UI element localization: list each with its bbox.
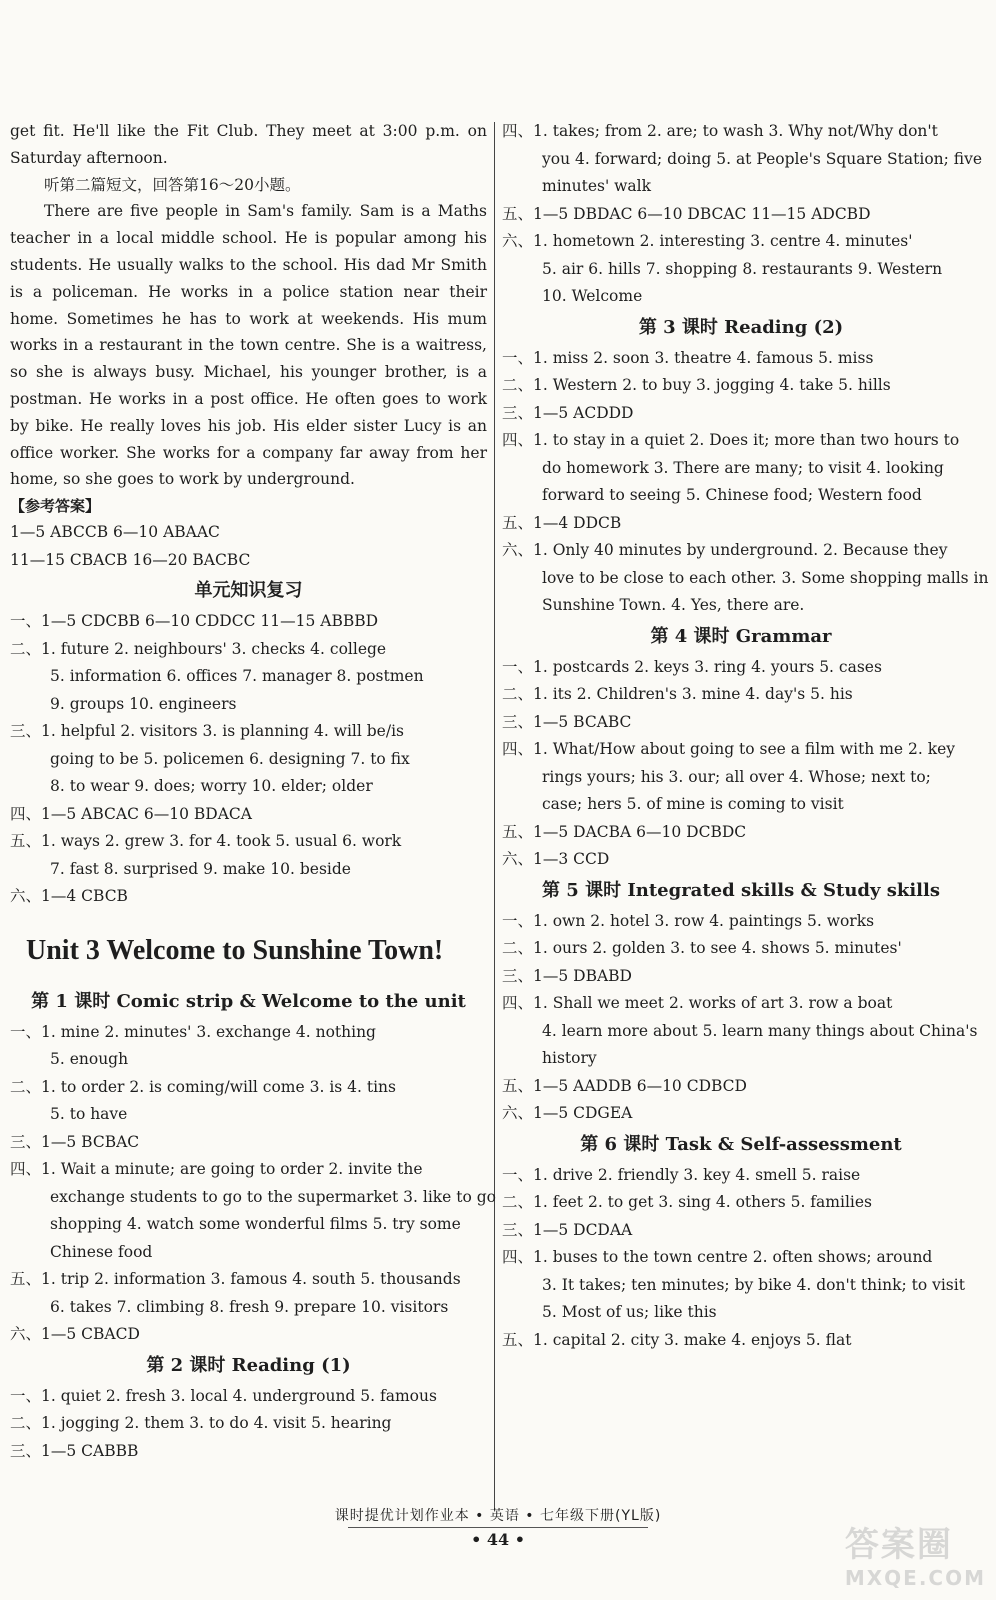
answer-line: 一、1—5 CDCBB 6—10 CDDCC 11—15 ABBBD (10, 612, 379, 631)
answer-line: 9. groups 10. engineers (50, 694, 237, 713)
answer-line: 一、1. mine 2. minutes' 3. exchange 4. nothing (10, 1022, 376, 1041)
answer-line: 五、1—5 AADDB 6—10 CDBCD (502, 1076, 747, 1095)
answer-line: 二、1. jogging 2. them 3. to do 4. visit 5. hearing (10, 1414, 392, 1433)
answer-line: 五、1—4 DDCB (502, 513, 622, 532)
answer-line: 五、1—5 DACBA 6—10 DCBDC (502, 822, 747, 841)
lesson-1-title: 第 1 课时 Comic strip & Welcome to the unit (31, 990, 466, 1012)
watermark-brand: 答案圈 (844, 1525, 953, 1565)
lesson-2-title: 第 2 课时 Reading (1) (146, 1354, 351, 1376)
right-column (502, 118, 989, 1354)
answer-line: forward to seeing 5. Chinese food; Western food (542, 486, 922, 504)
answer-line: 二、1. future 2. neighbours' 3. checks 4. college (10, 639, 387, 658)
page-number: • 44 • (471, 1530, 525, 1549)
answer-line: 五、1. capital 2. city 3. make 4. enjoys 5. flat (502, 1330, 852, 1349)
answer-line: 四、1. Wait a minute; are going to order 2. invite the (10, 1160, 423, 1179)
reference-answer-line: 1—5 ABCCB 6—10 ABAAC (10, 523, 220, 542)
answer-line: 六、1—5 CBACD (10, 1325, 140, 1344)
lesson-5-answers (502, 908, 980, 1128)
lesson-2-answers (10, 1383, 487, 1466)
answer-line: 6. takes 7. climbing 8. fresh 9. prepare 10. visitors (50, 1297, 449, 1316)
answer-line: 三、1—5 BCABC (502, 712, 632, 731)
answer-line: 三、1. helpful 2. visitors 3. is planning 4. will be/is (10, 722, 404, 741)
answer-line: 四、1. to stay in a quiet 2. Does it; more than two hours to (502, 431, 960, 449)
answer-line: 7. fast 8. surprised 9. make 10. beside (50, 859, 351, 878)
answer-line: 5. information 6. offices 7. manager 8. postmen (50, 667, 424, 686)
listening-text-end: get fit. He'll like the Fit Club. They meet at 3:00 p.m. on Saturday afternoon. (10, 122, 487, 167)
answer-line: case; hers 5. of mine is coming to visit (542, 795, 844, 813)
answer-line: 4. learn more about 5. learn many things about China's (542, 1021, 978, 1040)
answer-line: Chinese food (50, 1242, 153, 1261)
answer-line: 三、1—5 CABBB (10, 1441, 139, 1460)
unit-review-title: 单元知识复习 (194, 580, 303, 602)
reference-answer-label: 【参考答案】 (10, 497, 101, 516)
answer-line: 三、1—5 DCDAA (502, 1220, 633, 1239)
lesson-4-title: 第 4 课时 Grammar (650, 625, 832, 647)
answer-line: 四、1. takes; from 2. are; to wash 3. Why not/Why don't (502, 122, 938, 140)
answer-line: 二、1. feet 2. to get 3. sing 4. others 5. families (502, 1193, 872, 1211)
answer-line: 二、1. its 2. Children's 3. mine 4. day's 5. his (502, 685, 853, 703)
answer-line: exchange students to go to the supermarket 3. like to go (50, 1187, 497, 1206)
watermark (845, 1517, 986, 1590)
answer-line: 5. to have (50, 1105, 128, 1124)
answer-line: minutes' walk (542, 177, 652, 195)
answer-line: 一、1. own 2. hotel 3. row 4. paintings 5. works (502, 911, 875, 930)
answer-line: 五、1. ways 2. grew 3. for 4. took 5. usual 6. work (10, 832, 402, 851)
answer-line: history (542, 1049, 597, 1067)
answer-line: rings yours; his 3. our; all over 4. Whose; next to; (542, 767, 931, 786)
unit-title: Unit 3 Welcome to Sunshine Town! (26, 934, 444, 966)
answer-line: 三、1—5 DBABD (502, 966, 632, 985)
answer-line: 二、1. ours 2. golden 3. to see 4. shows 5. minutes' (502, 939, 902, 957)
answer-line: 五、1—5 DBDAC 6—10 DBCAC 11—15 ADCBD (502, 204, 871, 223)
unit-review-answers (10, 608, 487, 911)
answer-line: 8. to wear 9. does; worry 10. elder; older (50, 777, 373, 796)
answer-line: 六、1. Only 40 minutes by underground. 2. Because they (502, 541, 948, 559)
answer-line: 5. air 6. hills 7. shopping 8. restaurants 9. Western (542, 259, 943, 278)
lesson-5-title: 第 5 课时 Integrated skills & Study skills (542, 879, 940, 901)
left-column (10, 118, 497, 1465)
answer-line: going to be 5. policemen 6. designing 7. to fix (50, 749, 410, 768)
answer-line: 六、1. hometown 2. interesting 3. centre 4. minutes' (502, 232, 913, 250)
answer-line: love to be close to each other. 3. Some shopping malls in (542, 568, 989, 587)
answer-line: 一、1. miss 2. soon 3. theatre 4. famous 5. miss (502, 348, 874, 367)
listening-passage: There are five people in Sam's family. Sam is a Maths teacher in a local middle school. He is popular among his students. He usually walks to the school. His dad Mr Smith is a policeman. He works in a police station near their home. Sometimes he has to work at weekends. His mum works in a restaurant in the town centre. She is a waitress, so she is always busy. Michael, his younger brother, is a postman. He works in a post office. He often goes to work by bike. He really loves his job. His elder sister Lucy is an office worker. She works for a company far away from her home, so she goes to work by underground. (10, 202, 487, 489)
answer-line: 一、1. postcards 2. keys 3. ring 4. yours 5. cases (502, 657, 882, 676)
lesson-6-answers (502, 1162, 980, 1355)
answer-line: 5. enough (50, 1050, 129, 1069)
answer-line: 三、1—5 BCBAC (10, 1132, 140, 1151)
answer-line: 六、1—5 CDGEA (502, 1104, 633, 1122)
answer-line: 三、1—5 ACDDD (502, 403, 634, 422)
answer-line: 四、1—5 ABCAC 6—10 BDACA (10, 804, 252, 823)
answer-line: 六、1—4 CBCB (10, 887, 128, 906)
answer-line: 5. Most of us; like this (542, 1303, 717, 1321)
answer-line: 二、1. to order 2. is coming/will come 3. is 4. tins (10, 1077, 396, 1096)
listening-heading: 听第二篇短文，回答第16～20小题。 (44, 175, 301, 194)
reference-answer-line: 11—15 CBACB 16—20 BACBC (10, 550, 251, 569)
answer-line: Sunshine Town. 4. Yes, there are. (542, 596, 805, 614)
answer-line: 二、1. Western 2. to buy 3. jogging 4. take 5. hills (502, 376, 891, 394)
answer-line: 五、1. trip 2. information 3. famous 4. south 5. thousands (10, 1270, 461, 1289)
answer-line: 六、1—3 CCD (502, 850, 610, 868)
answer-line: 一、1. quiet 2. fresh 3. local 4. underground 5. famous (10, 1386, 437, 1405)
lesson-3-title: 第 3 课时 Reading (2) (638, 316, 844, 338)
answer-line: 四、1. What/How about going to see a film with me 2. key (502, 740, 956, 758)
watermark-url: MXQE.COM (844, 1566, 986, 1590)
lesson-2-answers-continued (502, 118, 983, 311)
answer-line: do homework 3. There are many; to visit 4. looking (542, 458, 944, 477)
lesson-6-title: 第 6 课时 Task & Self-assessment (580, 1133, 902, 1155)
book-title: 课时提优计划作业本 • 英语 • 七年级下册(YL版) (334, 1508, 662, 1524)
answer-line: 一、1. drive 2. friendly 3. key 4. smell 5. raise (502, 1165, 861, 1184)
answer-line: you 4. forward; doing 5. at People's Square Station; five (542, 149, 983, 168)
answer-line: shopping 4. watch some wonderful films 5. try some (50, 1215, 461, 1234)
answer-line: 四、1. Shall we meet 2. works of art 3. row a boat (502, 994, 893, 1012)
column-divider (494, 122, 495, 1510)
answer-line: 10. Welcome (542, 287, 643, 305)
lesson-3-answers (502, 345, 989, 620)
answer-line: 四、1. buses to the town centre 2. often shows; around (502, 1248, 933, 1266)
answer-line: 3. It takes; ten minutes; by bike 4. don't think; to visit (542, 1275, 965, 1294)
lesson-1-answers (10, 1019, 497, 1349)
footer-rule (348, 1527, 648, 1528)
lesson-4-answers (502, 654, 980, 874)
